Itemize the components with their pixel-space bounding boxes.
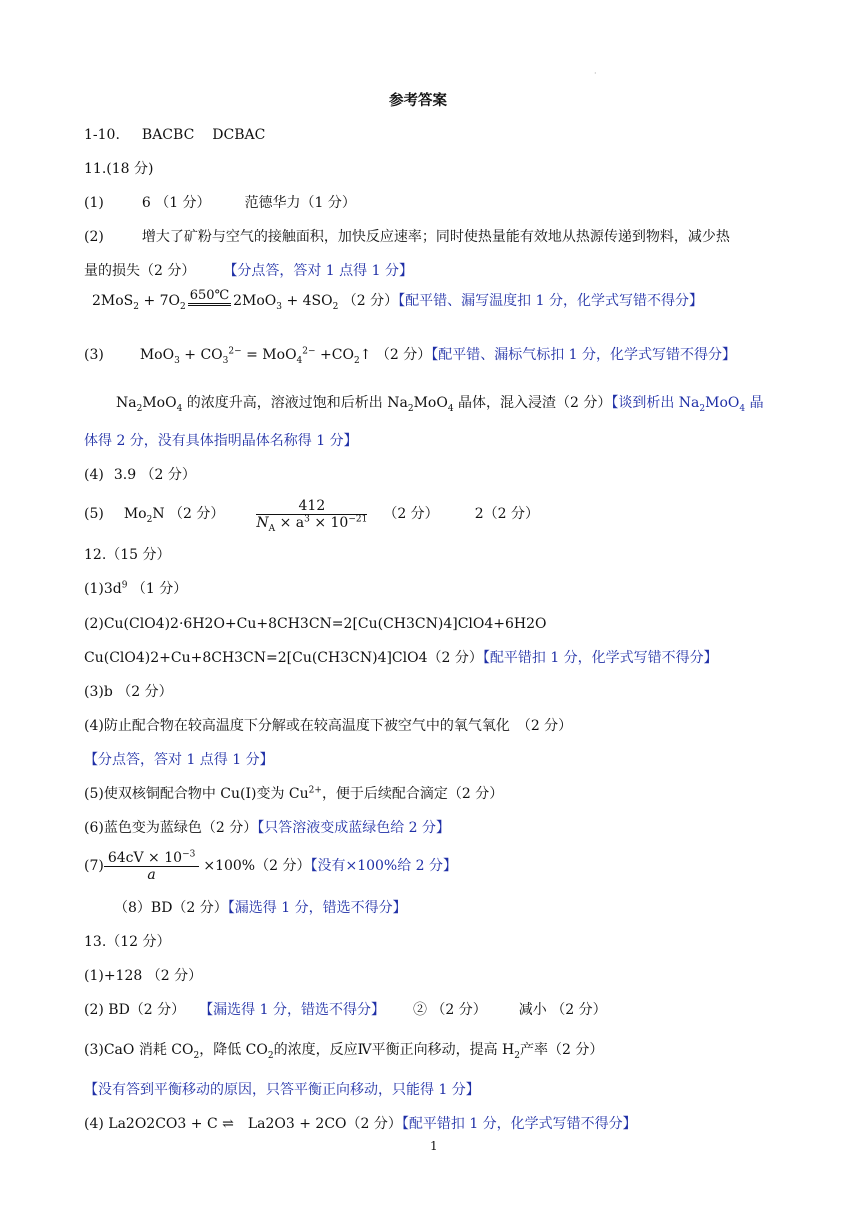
formula: Mo — [123, 506, 147, 522]
answer-text: 的浓度，反应Ⅳ平衡正向移动，提高 H — [273, 1042, 515, 1058]
answer-text: (3)CaO 消耗 CO — [84, 1042, 194, 1058]
part-label: (2) — [84, 229, 104, 245]
equation: (4) La2O2CO3 + C — [84, 1116, 218, 1132]
answer-text: 量的损失（2 分） — [84, 263, 196, 279]
formula: + 7O — [139, 293, 181, 309]
reaction-condition: 650℃ — [188, 289, 231, 306]
answer-text: （8）BD（2 分） — [114, 900, 228, 916]
part-label: (4) — [84, 467, 104, 483]
grading-note: 【漏选得 1 分，错选不得分】 — [199, 1002, 385, 1018]
q11-part3-equation: (3) $MoO_3 + CO_3^{2-} = MoO_4^{2-}$ $+CO_2↑$ （2 分）【配平错、漏标气标扣 1 分，化学式写错不得分】 — [84, 346, 737, 366]
q12-part2-equation-2 — [84, 648, 718, 668]
grading-note: 【分点答，答对 1 点得 1 分】 — [223, 263, 413, 279]
grading-note: 【没有答到平衡移动的原因，只答平衡正向移动，只能得 1 分】 — [84, 1082, 480, 1098]
mc-answers — [84, 125, 265, 145]
mc-group-1: BACBC — [141, 127, 195, 143]
q11-part4 — [84, 465, 196, 485]
grading-note: 【只答溶液变成蓝绿色给 2 分】 — [257, 820, 451, 836]
answer-text: 范德华力（1 分） — [244, 195, 356, 211]
answer-text: (2) BD（2 分） — [84, 1002, 186, 1018]
fraction-numerator: 412 — [256, 498, 367, 515]
fraction-numerator: $64cV \times 10^{-3}$ — [104, 850, 200, 867]
answer-text: (6)蓝色变为蓝绿色（2 分） — [84, 820, 258, 836]
gas-arrow: ↑ — [359, 347, 372, 363]
q11-part5: (5) $Mo_2N$ （2 分） $\frac{412}{N_A \times a^3 \times 10^{-21}}$ （2 分） 2（2 分） — [84, 497, 539, 534]
q11-part2-line2 — [84, 261, 413, 281]
purity-fraction — [104, 850, 200, 883]
q13-part4 — [84, 1114, 637, 1134]
score: （2 分） — [342, 293, 399, 309]
answer-text: 产率（2 分） — [519, 1042, 604, 1058]
q12-part8 — [114, 898, 407, 918]
formula: MoO — [139, 347, 175, 363]
part-label: (5) — [84, 506, 104, 522]
part-label: (1) — [84, 195, 104, 211]
grading-note: 【配平错扣 1 分，化学式写错不得分】 — [401, 1116, 637, 1132]
reversible-arrow-icon: ⇌ — [222, 1116, 234, 1132]
score: （1 分） — [131, 581, 188, 597]
formula: MoO — [413, 395, 448, 411]
mc-group-2: DCBAC — [212, 127, 266, 143]
q11-part2-line1 — [84, 227, 730, 247]
q13-part3: (3)CaO 消耗 $CO_2$，降低 $CO_2$的浓度，反应Ⅳ平衡正向移动，提高 $H_2$产率（2 分） — [84, 1042, 604, 1061]
fraction-denominator: $N_A \times a^3 \times 10^{-21}$ — [256, 513, 368, 534]
q12-part5: (5)使双核铜配合物中 Cu(I)变为 $Cu^{2+}$，便于后续配合滴定（2 分） — [84, 785, 504, 802]
formula: +CO — [315, 347, 354, 363]
q12-heading: 12.（15 分） — [84, 547, 171, 563]
answer-text: 增大了矿粉与空气的接触面积，加快反应速率；同时使热量能有效地从热源传递到物料，减少热 — [141, 229, 730, 245]
formula: MoO — [142, 395, 177, 411]
formula: 2MoS — [92, 293, 134, 309]
fraction-denominator: a — [147, 866, 156, 883]
q12-part4: (4)防止配合物在较高温度下分解或在较高温度下被空气中的氧气氧化 （2 分） — [84, 718, 573, 734]
equation: Cu(ClO4)2+Cu+8CH3CN=2[Cu(CH3CN)4]ClO4 — [84, 650, 428, 666]
page-number: 1 — [430, 1139, 438, 1153]
q13-part1: (1)+128 （2 分） — [84, 968, 203, 984]
grading-note: 【漏选得 1 分，错选不得分】 — [227, 900, 407, 916]
formula: + 4SO — [282, 293, 333, 309]
score: （2 分） — [375, 347, 432, 363]
grading-note: 【配平错扣 1 分，化学式写错不得分】 — [482, 650, 718, 666]
answer-text: ，便于后续配合滴定（2 分） — [321, 786, 504, 802]
formula: = MoO — [241, 347, 297, 363]
equation: La2O3 + 2CO（2 分） — [247, 1116, 402, 1132]
q11-part3-explanation: $Na_2MoO_4$ 的浓度升高，溶液过饱和后析出 $Na_2MoO_4$ 晶体，混入浸渣（2 分）【谈到析出 $Na_2MoO_4$ 晶 — [116, 395, 764, 414]
answer-text: 3.9 （2 分） — [113, 467, 196, 483]
grading-note: 【没有×100%给 2 分】 — [310, 858, 458, 874]
answer-text: ② （2 分） — [412, 1002, 487, 1018]
answer-text: N （2 分） — [152, 506, 225, 522]
q13-part2 — [84, 1000, 607, 1020]
grading-note: 【配平错、漏标气标扣 1 分，化学式写错不得分】 — [431, 347, 737, 363]
formula: 2MoO — [233, 293, 277, 309]
answer-text: 晶体，混入浸渣（2 分） — [458, 395, 612, 411]
grading-note: 体得 2 分，没有具体指明晶体名称得 1 分】 — [84, 433, 358, 449]
answer-text: 6 （1 分） — [141, 195, 211, 211]
score: （2 分） — [383, 506, 439, 522]
answer-text: ×100%（2 分） — [203, 858, 311, 874]
answer-text: ，降低 CO — [199, 1042, 268, 1058]
q12-part1: $(1)3d^9$ （1 分） — [84, 580, 188, 597]
grading-note: 【谈到析出 $Na_2MoO_4$ 晶 — [611, 395, 764, 414]
answer-text: (1)3d — [84, 581, 122, 597]
q11-heading: 11.(18 分) — [84, 161, 154, 177]
q12-part3: (3)b （2 分） — [84, 684, 173, 700]
q11-part1 — [84, 193, 356, 213]
reaction-condition-arrow — [188, 289, 231, 312]
grading-note: 【分点答，答对 1 点得 1 分】 — [84, 752, 274, 768]
answer-text: 的浓度升高，溶液过饱和后析出 Na — [186, 395, 408, 411]
answer-text: 2（2 分） — [474, 506, 539, 522]
grading-note: 【配平错、漏写温度扣 1 分，化学式写错不得分】 — [398, 293, 703, 309]
part-label: (3) — [84, 347, 104, 363]
scan-dot: · — [594, 69, 597, 78]
q13-heading: 13.（12 分） — [84, 934, 171, 950]
score: （2 分） — [427, 650, 483, 666]
mc-range: 1-10. — [84, 127, 120, 143]
page-title: 参考答案 — [389, 92, 447, 109]
formula: Na — [116, 395, 137, 411]
q12-part2-equation-1: (2)Cu(ClO4)2·6H2O+Cu+8CH3CN=2[Cu(CH3CN)4]ClO4+6H2O — [84, 616, 547, 632]
q11-part2-equation: $2MoS_2 + 7O_2$ 650℃ $2MoO_3 + 4SO_2$ （2 分）【配平错、漏写温度扣 1 分，化学式写错不得分】 — [92, 288, 703, 312]
formula: + CO — [179, 347, 223, 363]
q12-part6 — [84, 818, 450, 838]
answer-text: (5)使双核铜配合物中 Cu(I)变为 Cu — [84, 786, 309, 802]
q12-part7 — [84, 846, 457, 886]
part-label: (7) — [84, 858, 104, 874]
answer-text: 减小 （2 分） — [518, 1002, 607, 1018]
density-fraction — [256, 497, 368, 534]
